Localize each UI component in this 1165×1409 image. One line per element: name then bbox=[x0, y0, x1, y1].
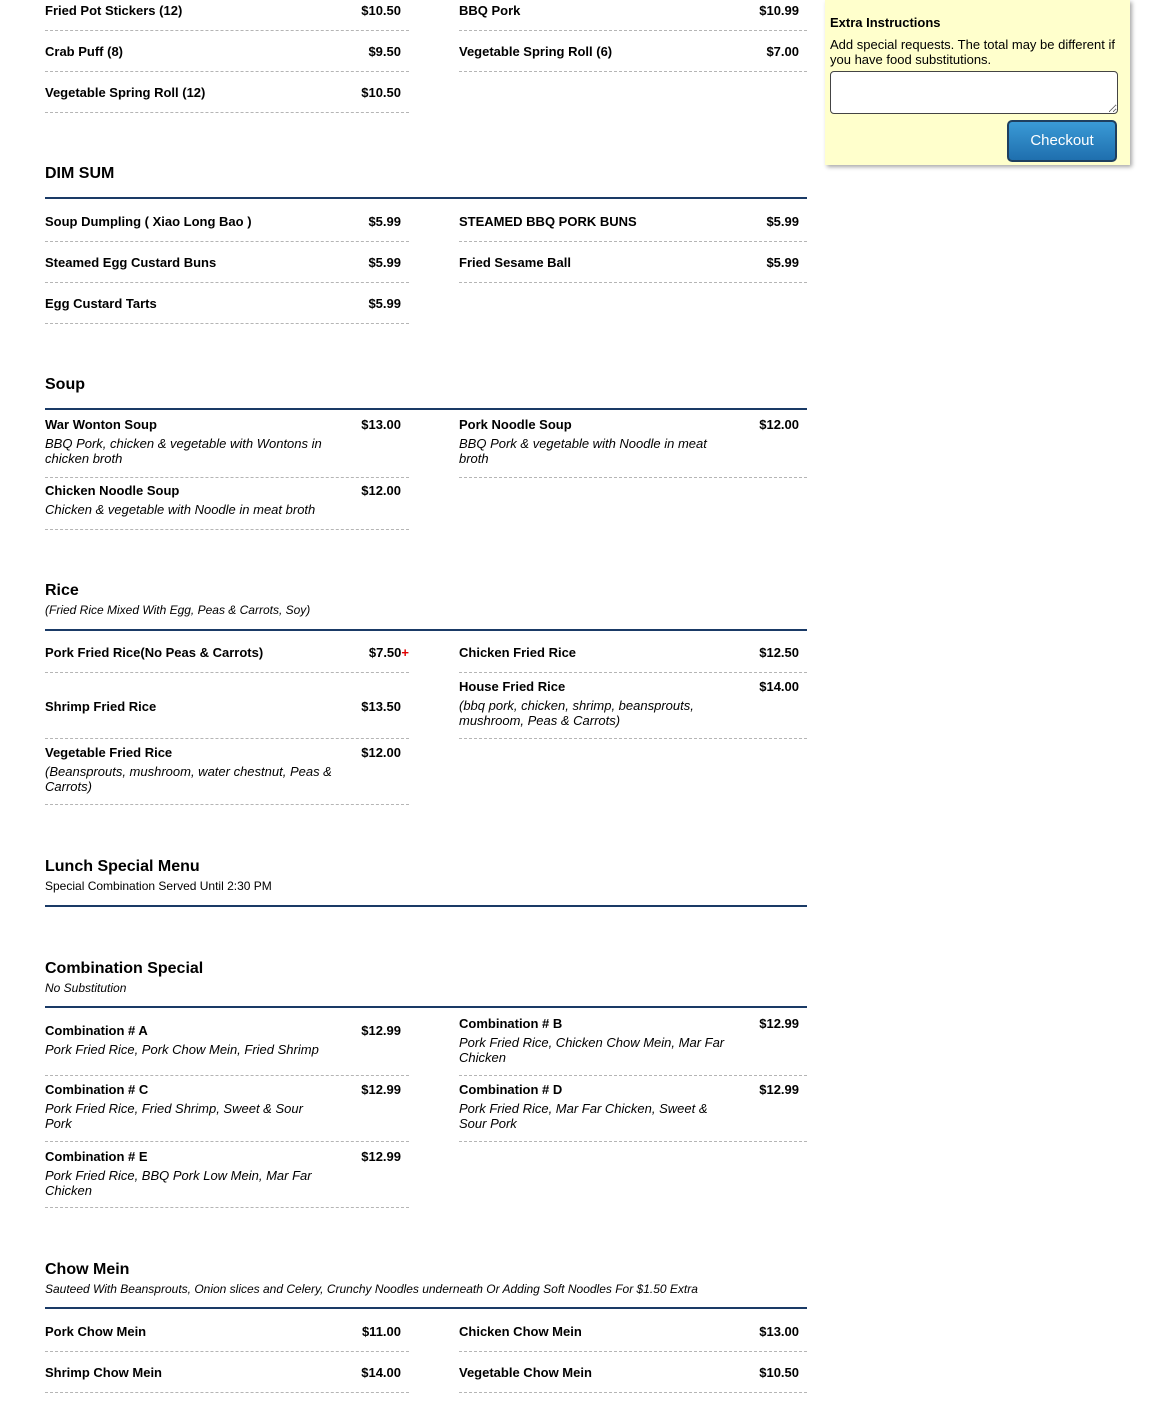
menu-item-fried-sesame-ball[interactable] bbox=[459, 241, 807, 283]
item-name: Vegetable Spring Roll (6) bbox=[459, 44, 613, 59]
item-name: Chicken Chow Mein bbox=[459, 1324, 582, 1339]
menu-item-vegetable-fried-rice[interactable] bbox=[45, 738, 409, 805]
extra-instructions-help-text: Add special requests. The total may be different if you have food substitutions. bbox=[830, 37, 1115, 67]
item-name: Egg Custard Tarts bbox=[45, 296, 157, 311]
section-subtitle-lunch-special: Special Combination Served Until 2:30 PM bbox=[45, 879, 272, 893]
menu-item-war-wonton-soup[interactable] bbox=[45, 411, 409, 478]
price-value: $7.50 bbox=[368, 645, 402, 660]
item-name: Fried Sesame Ball bbox=[459, 255, 571, 270]
item-price bbox=[369, 645, 409, 660]
menu-item-steamed-bbq-pork-buns[interactable] bbox=[459, 200, 807, 242]
item-price: $10.99 bbox=[759, 3, 799, 18]
item-price: $12.99 bbox=[759, 1016, 799, 1031]
item-name: Chicken Noodle Soup bbox=[45, 483, 180, 498]
menu-item-combination-d[interactable] bbox=[459, 1075, 807, 1142]
menu-item-house-fried-rice[interactable] bbox=[459, 672, 807, 739]
item-price: $10.50 bbox=[361, 3, 401, 18]
item-description: Pork Fried Rice, Mar Far Chicken, Sweet & Sour Pork bbox=[459, 1101, 708, 1131]
item-name: Vegetable Spring Roll (12) bbox=[45, 85, 206, 100]
menu-item-bbq-pork[interactable] bbox=[459, 0, 807, 31]
item-price: $12.00 bbox=[361, 745, 401, 760]
menu-item-combination-a[interactable] bbox=[45, 1009, 409, 1076]
item-description: Pork Fried Rice, Pork Chow Mein, Fried Shrimp bbox=[45, 1042, 319, 1057]
menu-item-shrimp-fried-rice[interactable] bbox=[45, 672, 409, 739]
item-description: Pork Fried Rice, Chicken Chow Mein, Mar Far Chicken bbox=[459, 1035, 725, 1065]
item-name: Pork Chow Mein bbox=[45, 1324, 147, 1339]
item-description: Chicken & vegetable with Noodle in meat broth bbox=[45, 502, 316, 517]
section-title-rice: Rice bbox=[45, 582, 79, 599]
menu-item-crab-puff[interactable] bbox=[45, 30, 409, 72]
menu-item-combination-e[interactable] bbox=[45, 1141, 409, 1208]
menu-item-vegetable-chow-mein[interactable] bbox=[459, 1351, 807, 1393]
item-name: Shrimp Chow Mein bbox=[45, 1365, 162, 1380]
item-name: Combination # B bbox=[459, 1016, 563, 1031]
menu-item-vegetable-spring-roll-6[interactable] bbox=[459, 30, 807, 72]
item-price: $13.00 bbox=[759, 1324, 799, 1339]
item-price: $5.99 bbox=[766, 255, 799, 270]
item-price: $10.50 bbox=[361, 85, 401, 100]
menu-item-pork-fried-rice[interactable] bbox=[45, 632, 409, 673]
section-divider bbox=[45, 1307, 807, 1309]
section-title-chow-mein: Chow Mein bbox=[45, 1261, 130, 1278]
item-description: (bbq pork, chicken, shrimp, beansprouts, mushroom, Peas & Carrots) bbox=[459, 698, 694, 728]
menu-item-pork-chow-mein[interactable] bbox=[45, 1310, 409, 1352]
item-description: Pork Fried Rice, Fried Shrimp, Sweet & Sour Pork bbox=[45, 1101, 303, 1131]
menu-item-combination-b[interactable] bbox=[459, 1009, 807, 1076]
item-price: $5.99 bbox=[766, 214, 799, 229]
extra-instructions-panel bbox=[825, 0, 1130, 165]
item-price: $12.00 bbox=[361, 483, 401, 498]
item-price: $5.99 bbox=[368, 296, 401, 311]
item-name: House Fried Rice bbox=[459, 679, 566, 694]
item-price: $12.99 bbox=[361, 1082, 401, 1097]
item-description: Pork Fried Rice, BBQ Pork Low Mein, Mar Far Chicken bbox=[45, 1168, 312, 1198]
item-name: Crab Puff (8) bbox=[45, 44, 123, 59]
item-price: $12.99 bbox=[361, 1023, 401, 1038]
menu-item-fried-pot-stickers[interactable] bbox=[45, 0, 409, 31]
section-subtitle-chow-mein: Sauteed With Beansprouts, Onion slices and Celery, Crunchy Noodles underneath Or Adding Soft Noodles For $1.50 Extra bbox=[45, 1282, 698, 1296]
menu-item-chicken-noodle-soup[interactable] bbox=[45, 477, 409, 530]
item-name: Chicken Fried Rice bbox=[459, 645, 577, 660]
menu-item-chicken-fried-rice[interactable] bbox=[459, 632, 807, 673]
section-divider bbox=[45, 197, 807, 199]
section-divider bbox=[45, 1006, 807, 1008]
menu-item-chicken-chow-mein[interactable] bbox=[459, 1310, 807, 1352]
section-subtitle-combination-special: No Substitution bbox=[45, 981, 127, 995]
item-name: Combination # A bbox=[45, 1023, 148, 1038]
item-name: BBQ Pork bbox=[459, 3, 521, 18]
item-price: $7.00 bbox=[766, 44, 799, 59]
item-price: $10.50 bbox=[759, 1365, 799, 1380]
checkout-button[interactable]: Checkout bbox=[1007, 120, 1117, 162]
item-name: Pork Fried Rice(No Peas & Carrots) bbox=[45, 645, 264, 660]
item-name: STEAMED BBQ PORK BUNS bbox=[459, 214, 637, 229]
item-name: War Wonton Soup bbox=[45, 417, 157, 432]
item-price: $14.00 bbox=[759, 679, 799, 694]
item-description: BBQ Pork, chicken & vegetable with Wontons in chicken broth bbox=[45, 436, 322, 466]
item-name: Fried Pot Stickers (12) bbox=[45, 3, 183, 18]
item-price: $12.50 bbox=[759, 645, 799, 660]
extra-instructions-title: Extra Instructions bbox=[830, 15, 941, 30]
item-description: BBQ Pork & vegetable with Noodle in meat broth bbox=[459, 436, 707, 466]
section-divider bbox=[45, 408, 807, 410]
item-description: (Beansprouts, mushroom, water chestnut, Peas & Carrots) bbox=[45, 764, 332, 794]
menu-item-vegetable-spring-roll-12[interactable] bbox=[45, 71, 409, 113]
menu-item-soup-dumpling[interactable] bbox=[45, 200, 409, 242]
section-divider bbox=[45, 905, 807, 907]
item-name: Shrimp Fried Rice bbox=[45, 699, 157, 714]
extra-instructions-textarea[interactable] bbox=[830, 71, 1118, 114]
item-name: Combination # E bbox=[45, 1149, 148, 1164]
section-title-dim-sum: DIM SUM bbox=[45, 165, 115, 182]
item-name: Pork Noodle Soup bbox=[459, 417, 572, 432]
item-price: $13.50 bbox=[361, 699, 401, 714]
item-price: $12.00 bbox=[759, 417, 799, 432]
menu-item-pork-noodle-soup[interactable] bbox=[459, 411, 807, 478]
menu-item-steamed-egg-custard-buns[interactable] bbox=[45, 241, 409, 283]
menu-item-combination-c[interactable] bbox=[45, 1075, 409, 1142]
item-name: Combination # D bbox=[459, 1082, 563, 1097]
item-price: $5.99 bbox=[368, 255, 401, 270]
item-name: Steamed Egg Custard Buns bbox=[45, 255, 217, 270]
menu-item-egg-custard-tarts[interactable] bbox=[45, 282, 409, 324]
section-subtitle-rice: (Fried Rice Mixed With Egg, Peas & Carrots, Soy) bbox=[45, 603, 311, 617]
item-name: Soup Dumpling ( Xiao Long Bao ) bbox=[45, 214, 252, 229]
item-price: $12.99 bbox=[361, 1149, 401, 1164]
item-price: $11.00 bbox=[361, 1324, 401, 1339]
section-title-lunch-special: Lunch Special Menu bbox=[45, 858, 200, 875]
item-name: Vegetable Chow Mein bbox=[459, 1365, 592, 1380]
item-name: Vegetable Fried Rice bbox=[45, 745, 173, 760]
section-title-soup: Soup bbox=[45, 376, 85, 393]
item-price: $14.00 bbox=[361, 1365, 401, 1380]
menu-item-shrimp-chow-mein[interactable] bbox=[45, 1351, 409, 1393]
item-name: Combination # C bbox=[45, 1082, 149, 1097]
plus-option-icon[interactable]: + bbox=[401, 645, 409, 660]
item-price: $9.50 bbox=[368, 44, 401, 59]
item-price: $5.99 bbox=[368, 214, 401, 229]
item-price: $12.99 bbox=[759, 1082, 799, 1097]
section-title-combination-special: Combination Special bbox=[45, 960, 204, 977]
section-divider bbox=[45, 629, 807, 631]
item-price: $13.00 bbox=[361, 417, 401, 432]
